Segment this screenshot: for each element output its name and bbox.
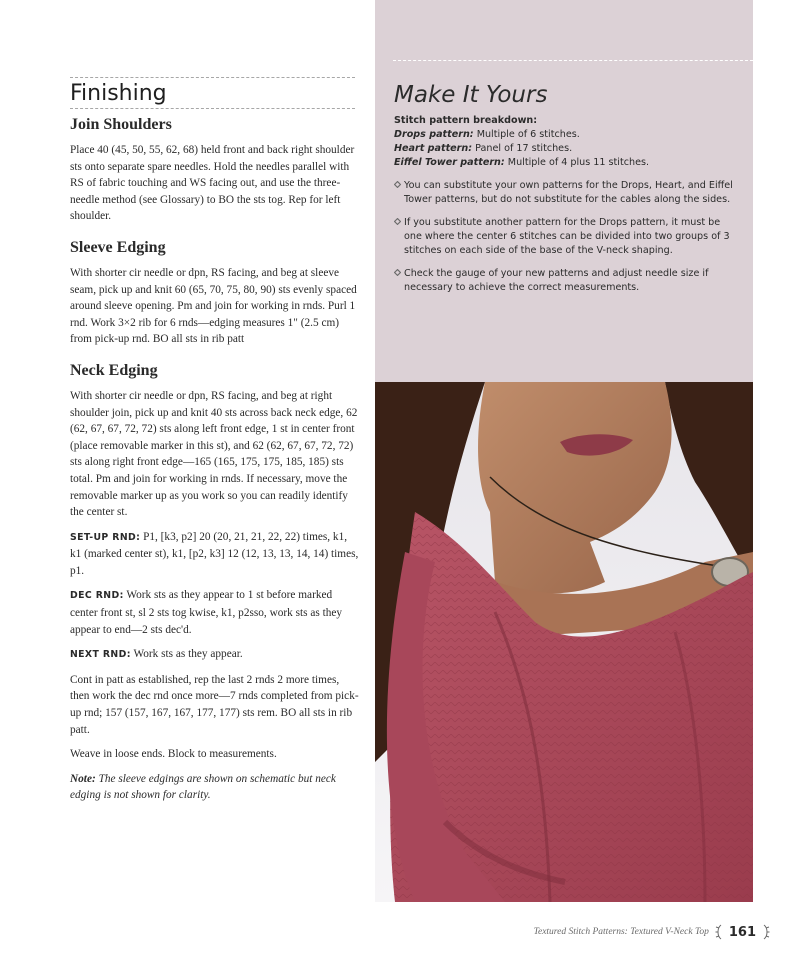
join-shoulders-section (70, 114, 360, 225)
page-footer (534, 923, 770, 941)
neck-edging-section (70, 360, 360, 804)
join-shoulders-text: Place 40 (45, 50, 55, 62, 68) held front and back right shoulder sts onto separate spare needles. Hold the needles parallel with RS of fabric touching and WS facing out, and use the three-needle method (see Glossary) to BO the sts tog. Rep for left shoulder. (70, 144, 355, 223)
dec-round-instruction (70, 587, 360, 638)
list-item (394, 267, 739, 295)
model-photo-illustration (375, 382, 753, 902)
title-dashed-rule (70, 108, 355, 109)
laurel-right-icon (762, 924, 770, 940)
section-title-finishing: Finishing (70, 81, 167, 106)
pattern-heart-name: Heart pattern: (394, 143, 473, 154)
sleeve-edging-section (70, 237, 360, 348)
finishing-content (70, 114, 360, 816)
sidebar-title: Make It Yours (394, 82, 548, 108)
dec-round-label: DEC RND: (70, 590, 124, 602)
neck-edging-text: With shorter cir needle or dpn, RS facing, and beg at right shoulder join, pick up and knit 40 sts across back neck edge, 62 (62, 67, 67, 72, 72) sts along left front edge, 1 st in center front (place removable marker in this st), and 62 (62, 67, 67, 72, 72) sts along right front edge—165 (165, 175, 175, 185, 185) sts total. Pm and join for working in rnds. If necessary, move the removable marker up as you work so you can readily identify the center st. (70, 389, 358, 519)
note-paragraph (70, 771, 360, 804)
model-photo (375, 382, 753, 902)
breakdown-heading: Stitch pattern breakdown: (394, 115, 538, 126)
diamond-bullet-icon (394, 181, 401, 188)
pattern-eiffel-desc: Multiple of 4 plus 11 stitches. (507, 157, 650, 168)
make-it-yours-sidebar (375, 0, 753, 382)
top-dashed-rule (70, 77, 355, 78)
continue-text: Cont in patt as established, rep the last 2 rnds 2 more times, then work the dec rnd once more—7 rnds completed from pick-up rnd; 157 (157, 167, 167, 177, 177) sts rem. BO all sts in rib patt. (70, 673, 359, 736)
sleeve-edging-text: With shorter cir needle or dpn, RS facing, and beg at sleeve seam, pick up and knit 60 (65, 70, 75, 80, 90) sts evenly spaced around sleeve opening. Pm and join for working in rnds. Purl 1 rnd. Work 3×2 rib for 6 rnds—edging measures 1" (2.5 cm) from pick-up rnd. BO all sts in rib patt (70, 266, 357, 346)
join-shoulders-heading: Join Shoulders (70, 116, 172, 133)
page-number: 161 (728, 924, 756, 940)
pattern-heart-desc: Panel of 17 stitches. (475, 143, 573, 154)
dec-round-text: Work sts as they appear to 1 st before marked center front st, sl 2 sts tog kwise, k1, p2sso, work sts as they appear to end—2 sts dec'd. (70, 589, 343, 636)
note-label: Note: (70, 772, 96, 785)
sidebar-dashed-rule (393, 60, 753, 61)
pattern-eiffel-name: Eiffel Tower pattern: (394, 157, 505, 168)
pattern-drops-name: Drops pattern: (394, 129, 474, 140)
list-item (394, 179, 739, 207)
next-round-text: Work sts as they appear. (133, 648, 243, 661)
note-text: The sleeve edgings are shown on schematic but neck edging is not shown for clarity. (70, 772, 336, 802)
list-item (394, 216, 739, 258)
neck-edging-heading: Neck Edging (70, 361, 158, 379)
pattern-drops (394, 128, 739, 142)
pattern-drops-desc: Multiple of 6 stitches. (476, 129, 580, 140)
pattern-heart (394, 142, 739, 156)
tip-text: You can substitute your own patterns for the Drops, Heart, and Eiffel Tower patterns, but do not substitute for the cables along the sides. (404, 180, 733, 205)
next-round-label: NEXT RND: (70, 649, 131, 661)
running-head: Textured Stitch Patterns: Textured V-Neck Top (533, 927, 709, 937)
setup-round-label: SET-UP RND: (70, 531, 141, 543)
sidebar-body (394, 114, 739, 304)
pattern-eiffel (394, 156, 739, 170)
diamond-bullet-icon (394, 269, 401, 276)
tips-list (394, 179, 739, 295)
tip-text: Check the gauge of your new patterns and adjust needle size if necessary to achieve the correct measurements. (404, 268, 709, 293)
laurel-left-icon (715, 924, 723, 940)
sleeve-edging-heading: Sleeve Edging (70, 238, 166, 256)
next-round-instruction (70, 646, 360, 664)
tip-text: If you substitute another pattern for the Drops pattern, it must be one where the center 6 stitches can be divided into two groups of 3 stitches on each side of the base of the V-neck shaping. (404, 217, 730, 256)
weave-text: Weave in loose ends. Block to measurements. (70, 748, 277, 761)
diamond-bullet-icon (394, 218, 401, 225)
setup-round-instruction (70, 529, 360, 580)
setup-round-text: P1, [k3, p2] 20 (20, 21, 21, 22, 22) times, k1, k1 (marked center st), k1, [p2, k3] 12 (12, 13, 13, 14, 14) times, p1. (70, 530, 359, 577)
